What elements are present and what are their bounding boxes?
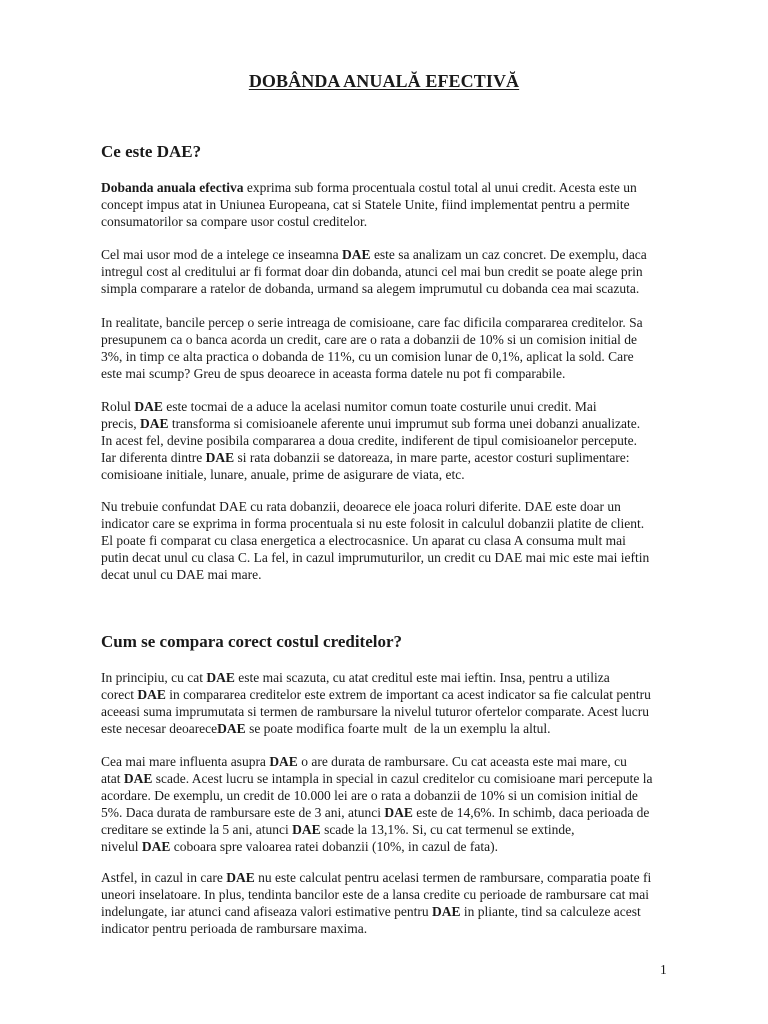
bold-term: DAE bbox=[205, 450, 235, 465]
paragraph bbox=[101, 669, 681, 737]
bold-term: DAE bbox=[139, 416, 169, 431]
section-heading-what-is-dae: Ce este DAE? bbox=[101, 142, 202, 161]
bold-term: DAE bbox=[226, 870, 255, 885]
bold-term: DAE bbox=[384, 805, 413, 820]
text-line: aceeasi suma imprumutata si termen de rambursare la nivelul tuturor ofertelor comparate. Acest lucru bbox=[101, 704, 650, 719]
text-line: atat DAE scade. Acest lucru se intampla in special in cazul creditelor cu comisioane mari percepute la bbox=[101, 771, 653, 786]
text-line: simpla comparare a ratelor de dobanda, urmand sa alegem imprumutul cu dobanda cea mai scazuta. bbox=[101, 281, 640, 296]
bold-term: DAE bbox=[431, 904, 461, 919]
text-line: Astfel, in cazul in care DAE nu este calculat pentru acelasi termen de rambursare, comparatia poate fi bbox=[101, 870, 652, 885]
bold-term: DAE bbox=[134, 399, 163, 414]
text-line: este mai scump? Greu de spus deoarece in aceasta forma datele nu pot fi comparabile. bbox=[101, 366, 566, 381]
paragraph bbox=[101, 753, 681, 855]
text-line: indicator pentru perioada de rambursare maxima. bbox=[101, 921, 368, 936]
text-line: indelungate, iar atunci cand afiseaza valori estimative pentru DAE in pliante, tind sa calculeze acest bbox=[101, 904, 641, 919]
text-line: nivelul DAE coboara spre valoarea ratei dobanzii (10%, in cazul de fata). bbox=[101, 839, 498, 854]
text-line: 3%, in timp ce alta practica o dobanda de 11%, cu un comision lunar de 0,1%, aplicat la sold. Care bbox=[101, 349, 634, 364]
text-line: Dobanda anuala efectiva exprima sub forma procentuala costul total al unui credit. Acesta este un bbox=[101, 180, 637, 195]
text-line: In realitate, bancile percep o serie intreaga de comisioane, care fac dificila compararea creditelor. Sa bbox=[101, 315, 643, 330]
bold-term: DAE bbox=[123, 771, 153, 786]
text-line: presupunem ca o banca acorda un credit, care are o rata a dobanzii de 10% si un comision initial de bbox=[101, 332, 638, 347]
text-line: precis, DAE transforma si comisioanele aferente unui imprumut sub forma unei dobanzi anualizate. bbox=[101, 416, 641, 431]
text-line: intregul cost al creditului ar fi format doar din dobanda, atunci cel mai bun credit se poate alege prin bbox=[101, 264, 643, 279]
text-line: Rolul DAE este tocmai de a aduce la acelasi numitor comun toate costurile unui credit. Mai bbox=[101, 399, 597, 414]
text-line: In principiu, cu cat DAE este mai scazuta, cu atat creditul este mai ieftin. Insa, pentru a utiliza bbox=[101, 670, 610, 685]
text-line: 5%. Daca durata de rambursare este de 3 ani, atunci DAE este de 14,6%. In schimb, daca perioada de bbox=[101, 805, 650, 820]
text-line: decat unul cu DAE mai mare. bbox=[101, 567, 262, 582]
page-number: 1 bbox=[660, 962, 667, 977]
text-line: Cel mai usor mod de a intelege ce inseamna DAE este sa analizam un caz concret. De exemplu, daca bbox=[101, 247, 647, 262]
bold-term: DAE bbox=[137, 687, 166, 702]
text-line: este necesar deoareceDAE se poate modifica foarte mult de la un exemplu la altul. bbox=[101, 721, 551, 736]
text-line: acordare. De exemplu, un credit de 10.000 lei are o rata a dobanzii de 10% si un comision initial de bbox=[101, 788, 638, 803]
text-line: Nu trebuie confundat DAE cu rata dobanzii, deoarece ele joaca roluri diferite. DAE este doar un bbox=[101, 499, 621, 514]
text-line: creditare se extinde la 5 ani, atunci DAE scade la 13,1%. Si, cu cat termenul se extinde, bbox=[101, 822, 575, 837]
bold-term: DAE bbox=[141, 839, 171, 854]
text-line: indicator care se exprima in forma procentuala si nu este folosit in calculul dobanzii platite de client. bbox=[101, 516, 645, 531]
paragraph bbox=[101, 246, 681, 297]
text-line: uneori inselatoare. In plus, tendinta bancilor este de a lansa credite cu perioade de rambursare cat mai bbox=[101, 887, 650, 902]
paragraph bbox=[101, 398, 681, 483]
document-title: DOBÂNDA ANUALĂ EFECTIVĂ bbox=[248, 71, 520, 91]
bold-term: Dobanda anuala efectiva bbox=[101, 180, 244, 195]
section-heading-compare-credits: Cum se compara corect costul creditelor? bbox=[101, 632, 403, 651]
bold-term: DAE bbox=[292, 822, 321, 837]
text-line: putin decat unul cu clasa C. La fel, in cazul imprumuturilor, un credit cu DAE mai mic este mai ieftin bbox=[101, 550, 650, 565]
bold-term: DAE bbox=[206, 670, 235, 685]
paragraph bbox=[101, 869, 681, 937]
paragraph bbox=[101, 314, 681, 382]
text-line: El poate fi comparat cu clasa energetica a electrocasnice. Un aparat cu clasa A consuma mult mai bbox=[101, 533, 626, 548]
text-line: comisioane initiale, lunare, anuale, prime de asigurare de viata, etc. bbox=[101, 467, 465, 482]
text-line: Cea mai mare influenta asupra DAE o are durata de rambursare. Cu cat aceasta este mai mare, cu bbox=[101, 754, 627, 769]
bold-term: DAE bbox=[217, 721, 246, 736]
bold-term: DAE bbox=[269, 754, 298, 769]
paragraph bbox=[101, 498, 681, 583]
text-line: Iar diferenta dintre DAE si rata dobanzii se datoreaza, in mare parte, acestor costuri suplimentare: bbox=[101, 450, 630, 465]
text-line: concept impus atat in Uniunea Europeana, cat si Statele Unite, fiind implementat pentru a permite bbox=[101, 197, 630, 212]
bold-term: DAE bbox=[342, 247, 371, 262]
text-line: consumatorilor sa compare usor costul creditelor. bbox=[101, 214, 368, 229]
text-line: In acest fel, devine posibila compararea a doua credite, indiferent de tipul comisioanelor percepute. bbox=[101, 433, 638, 448]
paragraph bbox=[101, 179, 681, 230]
text-line: corect DAE in compararea creditelor este extrem de important ca acest indicator sa fie calculat pentru bbox=[101, 687, 651, 702]
